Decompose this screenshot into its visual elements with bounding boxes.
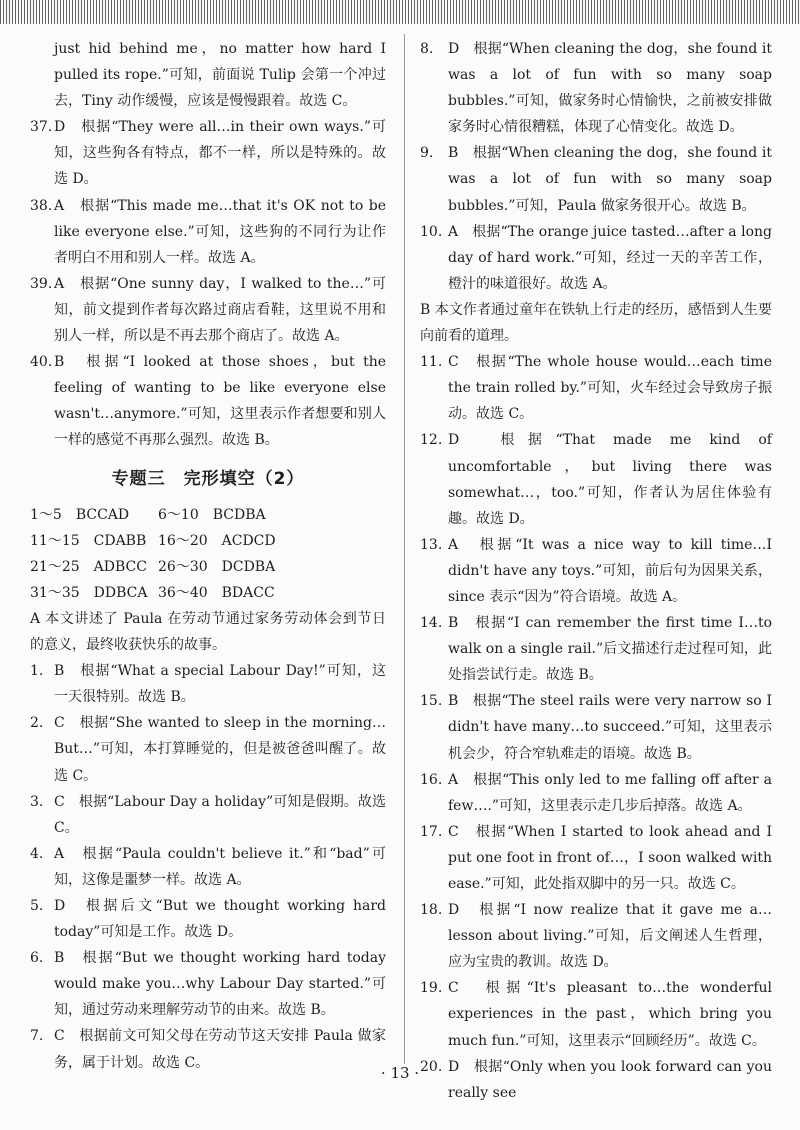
answer-number: 8. (420, 41, 434, 57)
scan-edge-strip (0, 0, 800, 24)
answer-entry (420, 975, 772, 1053)
answer-number: 11. (420, 354, 443, 371)
answer-text: C 根据“The whole house would…each time the train rolled by.”可知，火车经过会导致房子振动。故选 C。 (448, 354, 772, 423)
answer-text: A 根据“One sunny day，I walked to the…”可知，前文提到作者每次路过商店看鞋，这里说不用和别人一样，所以是不再去那个商店了。故选 A。 (54, 275, 386, 345)
passage-summary: A 本文讲述了 Paula 在劳动节通过家务劳动体会到节日的意义，最终收获快乐的故事。 (30, 610, 386, 654)
answer-number: 9. (420, 145, 434, 162)
answer-number: 20. (420, 1058, 443, 1075)
answer-number: 39. (30, 275, 53, 292)
answer-list-bottom (30, 658, 386, 1076)
answer-number: 15. (420, 693, 443, 710)
answer-number: 6. (30, 950, 44, 967)
answer-text: C 根据前文可知父母在劳动节这天安排 Paula 做家务，属于计划。故选 C。 (54, 1028, 386, 1071)
answer-key-row (30, 528, 386, 554)
answer-number: 13. (420, 536, 443, 553)
answer-key-group: 1～5 BCCAD (30, 506, 130, 523)
answer-number: 2. (30, 715, 44, 732)
left-column (30, 36, 386, 1076)
answer-entry (30, 658, 386, 710)
answer-key-group: 16～20 ACDCD (158, 532, 276, 549)
answer-text: A 根据“Paula couldn't believe it.”和“bad”可知，这像是噩梦一样。故选 A。 (54, 845, 386, 888)
answer-entry (420, 819, 772, 897)
answer-key-row (30, 580, 386, 606)
answer-text: D 根据“When cleaning the dog，she found it was a lot of fun with so many soap bubbles.”可知，做家务时心情愉快，之前被安排做家务时心情很糟糕，体现了心情变化。故选 D。 (448, 41, 772, 136)
answer-entry (30, 841, 386, 893)
answer-text: B 根据“I can remember the first time I…to walk on a single rail.”后文描述行走过程可知，此处指尝试行走。故选 B。 (448, 615, 772, 684)
answer-entry (420, 427, 772, 531)
answer-number: 38. (30, 197, 53, 214)
answer-number: 40. (30, 354, 53, 371)
answer-entry (30, 789, 386, 841)
answer-entry (30, 114, 386, 192)
answer-number: 1. (30, 663, 44, 680)
answer-text: B 根据“But we thought working hard today would make you…why Labour Day started.”可知，通过劳动来理解劳动节的由来。故选 B。 (54, 950, 386, 1019)
answer-text: B 根据“The steel rails were very narrow so I didn't have many…to succeed.”可知，这里表示机会少，符合窄轨难走的语境。故选 B。 (448, 693, 772, 762)
answer-text: D 根据“I now realize that it gave me a…lesson about living.”可知，后文阐述人生哲理，应为宝贵的教训。故选 D。 (448, 902, 772, 971)
answer-entry (30, 710, 386, 788)
page-number: · 13 · (380, 1064, 420, 1082)
answer-text: C 根据“When I started to look ahead and I put one foot in front of…，I soon walked with ease.”可知，此处指双脚中的另一只。故选 C。 (448, 823, 772, 892)
answer-entry (30, 893, 386, 945)
answer-entry (420, 897, 772, 975)
answer-text: D 根据“That made me kind of uncomfortable，but living there was somewhat…，too.”可知，作者认为居住体验有趣。故选 D。 (448, 432, 772, 527)
answer-entry (420, 349, 772, 427)
answer-key-group: 31～35 DDBCA (30, 584, 148, 601)
answer-entry (420, 219, 772, 297)
answer-entry (420, 688, 772, 766)
answer-key-row (30, 502, 386, 528)
answer-entry (420, 36, 772, 140)
answer-text: B 根据“When cleaning the dog，she found it was a lot of fun with so many soap bubbles.”可知，Paula 做家务很开心。故选 B。 (448, 145, 772, 214)
answer-text: A 根据“It was a nice way to kill time…I didn't have any toys.”可知，前后句为因果关系，since 表示“因为”符合语境。故选 A。 (448, 536, 772, 605)
answer-entry (420, 532, 772, 610)
answer-text: A 根据“The orange juice tasted…after a long day of hard work.”可知，经过一天的辛苦工作，橙汁的味道很好。故选 A。 (448, 223, 772, 292)
answer-list-bottom (420, 349, 772, 1106)
answer-number: 16. (420, 771, 443, 788)
answer-key-group: 21～25 ADBCC (30, 558, 147, 575)
answer-key-group: 6～10 BCDBA (158, 506, 266, 523)
answer-key-group: 26～30 DCDBA (158, 558, 276, 575)
answer-list-top (30, 114, 386, 453)
answer-key-row (30, 554, 386, 580)
answer-text: C 根据“Labour Day a holiday”可知是假期。故选 C。 (54, 793, 386, 836)
answer-entry (420, 610, 772, 688)
answer-entry (420, 767, 772, 819)
answer-entry (30, 349, 386, 453)
answer-key-group: 36～40 BDACC (158, 584, 275, 601)
right-column (420, 36, 772, 1106)
answer-text: B 根据“I looked at those shoes，but the feeling of wanting to be like everyone else wasn't…anymore.”可知，这里表示作者想要和别人一样的感觉不再那么强烈。故选 B。 (54, 354, 386, 449)
column-divider (404, 34, 405, 1064)
answer-number: 4. (30, 845, 44, 862)
answer-text: D 根据后文“But we thought working hard today”可知是工作。故选 D。 (54, 898, 386, 941)
answer-key (30, 502, 386, 606)
answer-text: D 根据“Only when you look forward can you really see (448, 1058, 772, 1101)
answer-entry (30, 271, 386, 349)
section-heading: 专题三 完形填空（2） (111, 468, 305, 489)
answer-number: 19. (420, 980, 443, 997)
answer-text: C 根据“It's pleasant to…the wonderful experiences in the past，which bring you much fun.”可知，这里表示“回顾经历”。故选 C。 (448, 980, 772, 1049)
answer-text: C 根据“She wanted to sleep in the morning…But…”可知，本打算睡觉的，但是被爸爸叫醒了。故选 C。 (54, 715, 386, 784)
answer-number: 37. (30, 119, 53, 136)
answer-entry (30, 193, 386, 271)
answer-entry (420, 140, 772, 218)
answer-text: B 根据“What a special Labour Day!”可知，这一天很特别。故选 B。 (54, 663, 386, 706)
answer-text: A 根据“This only led to me falling off after a few….”可知，这里表示走几步后掉落。故选 A。 (448, 771, 772, 814)
answer-number: 18. (420, 902, 443, 919)
answer-text: A 根据“This made me…that it's OK not to be like everyone else.”可知，这些狗的不同行为让作者明白不用和别人一样。故选 A。 (54, 197, 386, 266)
answer-list-top (420, 36, 772, 297)
answer-number: 10. (420, 223, 443, 240)
answer-number: 5. (30, 898, 44, 914)
answer-text: D 根据“They were all…in their own ways.”可知，这些狗各有特点，都不一样，所以是特殊的。故选 D。 (54, 119, 386, 188)
answer-number: 7. (30, 1028, 44, 1045)
answer-entry (30, 945, 386, 1023)
answer-number: 14. (420, 615, 443, 632)
continued-answer: just hid behind me，no matter how hard I pulled its rope.”可知，前面说 Tulip 会第一个冲过去，Tiny 动作缓慢，应该是慢慢跟着。故选 C。 (54, 41, 386, 110)
answer-key-group: 11～15 CDABB (30, 532, 147, 549)
answer-number: 17. (420, 823, 443, 840)
answer-number: 12. (420, 432, 443, 449)
answer-number: 3. (30, 793, 44, 810)
passage-summary: B 本文作者通过童年在铁轨上行走的经历，感悟到人生要向前看的道理。 (420, 301, 772, 345)
